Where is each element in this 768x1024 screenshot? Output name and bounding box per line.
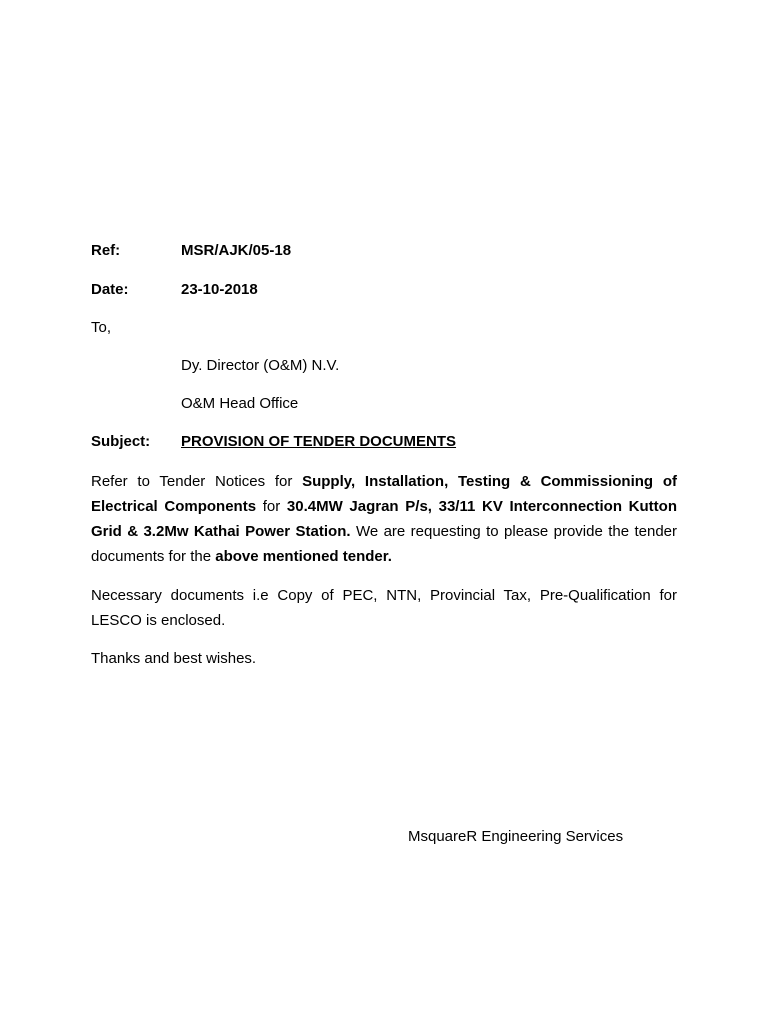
body1-text-1: Refer to Tender Notices for — [91, 473, 303, 490]
closing-line: Thanks and best wishes. — [91, 650, 257, 667]
subject-label: Subject: — [91, 433, 151, 450]
date-label: Date: — [91, 281, 129, 298]
ref-label: Ref: — [91, 242, 121, 259]
recipient-line-2: O&M Head Office — [181, 395, 299, 412]
body1-text-2: for — [256, 498, 287, 515]
body-paragraph-2: Necessary documents i.e Copy of PEC, NTN, Provincial Tax, Pre-Qualification for LESCO is enclosed. — [91, 587, 677, 629]
salutation: To, — [91, 319, 112, 336]
subject-line — [91, 432, 456, 452]
body1-bold-2: 30.4MW Jagran P/s, 33/11 KV Interconnection Kutton Grid & 3.2Mw Kathai Power Station. — [91, 498, 677, 540]
signature: MsquareR Engineering Services — [408, 828, 624, 845]
ref-line — [91, 241, 291, 261]
body1-text-3: We are requesting to please provide the tender documents for the — [91, 523, 678, 565]
body1-bold-1: Supply, Installation, Testing & Commissioning of Electrical Components — [91, 473, 677, 515]
date-line — [91, 280, 258, 300]
body1-bold-3: above mentioned tender. — [215, 548, 392, 565]
ref-value: MSR/AJK/05-18 — [181, 242, 292, 259]
recipient-line-1: Dy. Director (O&M) N.V. — [181, 357, 340, 374]
body-paragraph-1 — [91, 469, 677, 569]
date-value: 23-10-2018 — [181, 281, 258, 298]
subject-title: PROVISION OF TENDER DOCUMENTS — [181, 433, 457, 450]
